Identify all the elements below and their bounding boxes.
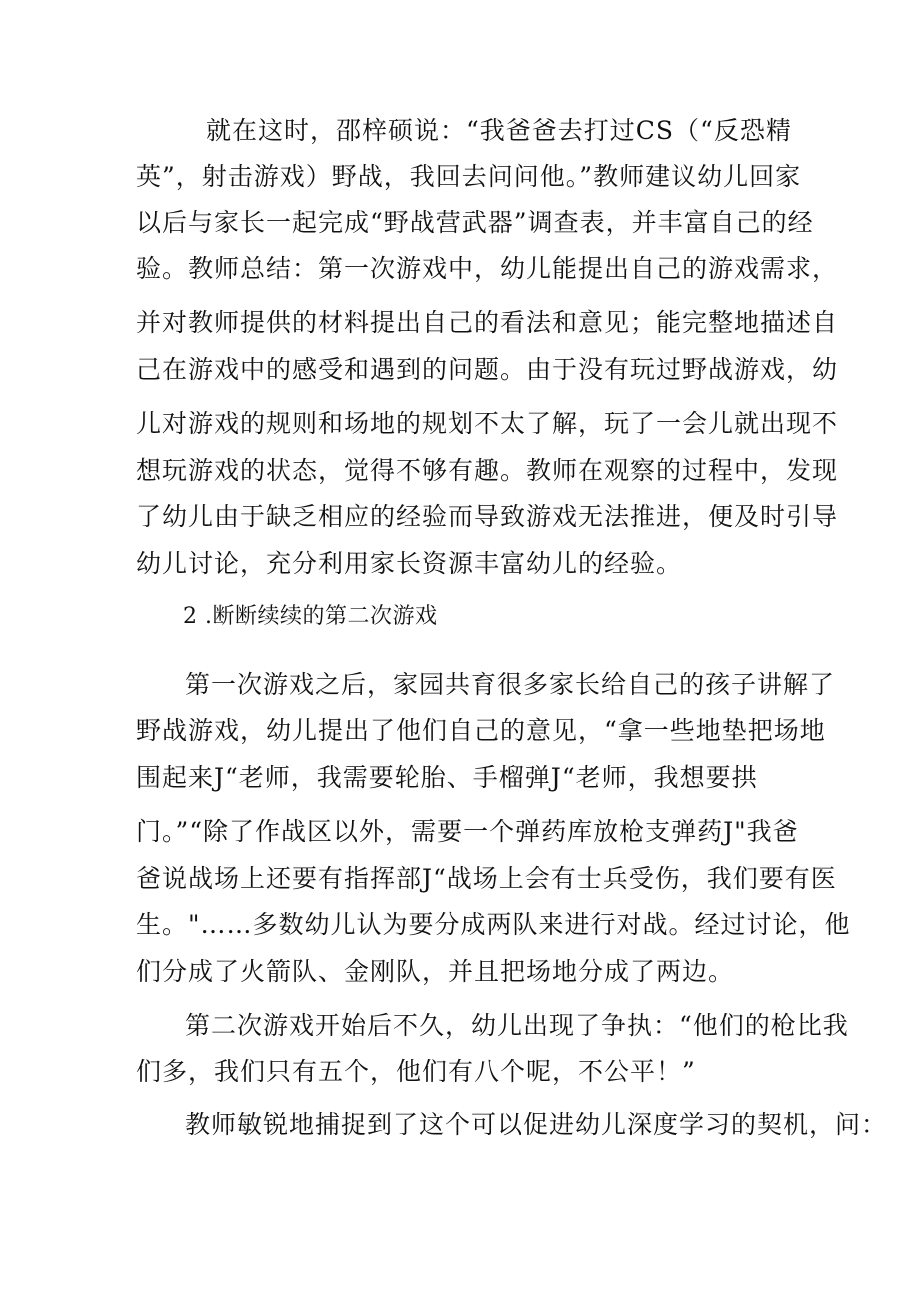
text-line: 了幼儿由于缺乏相应的经验而导致游戏无法推进，便及时引导 [136, 502, 839, 531]
text-line: 英”，射击游戏）野战，我回去问问他。”教师建议幼儿回家 [136, 162, 802, 191]
text-line: 们分成了火箭队、金刚队，并且把场地分成了两边。 [136, 957, 735, 986]
text-line: 验。教师总结：第一次游戏中，幼儿能提出自己的游戏需求， [136, 254, 839, 283]
text-line: 生。"……多数幼儿认为要分成两队来进行对战。经过讨论，他 [136, 910, 851, 939]
text-line: 己在游戏中的感受和遇到的问题。由于没有玩过野战游戏，幼 [136, 355, 839, 384]
text-line: 就在这时，邵梓硕说：“我爸爸去打过CS（“反恐精 [206, 116, 792, 145]
text-line: 爸说战场上还要有指挥部J“战场上会有士兵受伤，我们要有医 [136, 864, 837, 893]
text-line: 想玩游戏的状态，觉得不够有趣。教师在观察的过程中，发现 [136, 456, 839, 485]
text-line: 幼儿讨论，充分利用家长资源丰富幼儿的经验。 [136, 549, 683, 578]
text-line: 儿对游戏的规则和场地的规划不太了解，玩了一会儿就出现不 [136, 409, 839, 438]
text-line: 们多，我们只有五个，他们有八个呢，不公平！” [136, 1057, 696, 1086]
text-line: 第一次游戏之后，家园共育很多家长给自己的孩子讲解了 [185, 670, 836, 699]
text-line: 围起来J“老师，我需要轮胎、手榴弹J“老师，我想要拱 [136, 763, 758, 792]
text-line: 野战游戏，幼儿提出了他们自己的意见，“拿一些地垫把场地 [136, 716, 826, 745]
text-line: 教师敏锐地捕捉到了这个可以促进幼儿深度学习的契机，问： [185, 1110, 888, 1139]
text-line: 第二次游戏开始后不久，幼儿出现了争执：“他们的枪比我 [185, 1011, 849, 1040]
text-line: 并对教师提供的材料提出自己的看法和意见；能完整地描述自 [136, 308, 839, 337]
section-heading: 2 .断断续续的第二次游戏 [183, 604, 438, 629]
text-line: 门。”“除了作战区以外，需要一个弹药库放枪支弹药J"我爸 [136, 817, 799, 846]
text-line: 以后与家长一起完成“野战营武器”调查表，并丰富自己的经 [136, 208, 814, 237]
